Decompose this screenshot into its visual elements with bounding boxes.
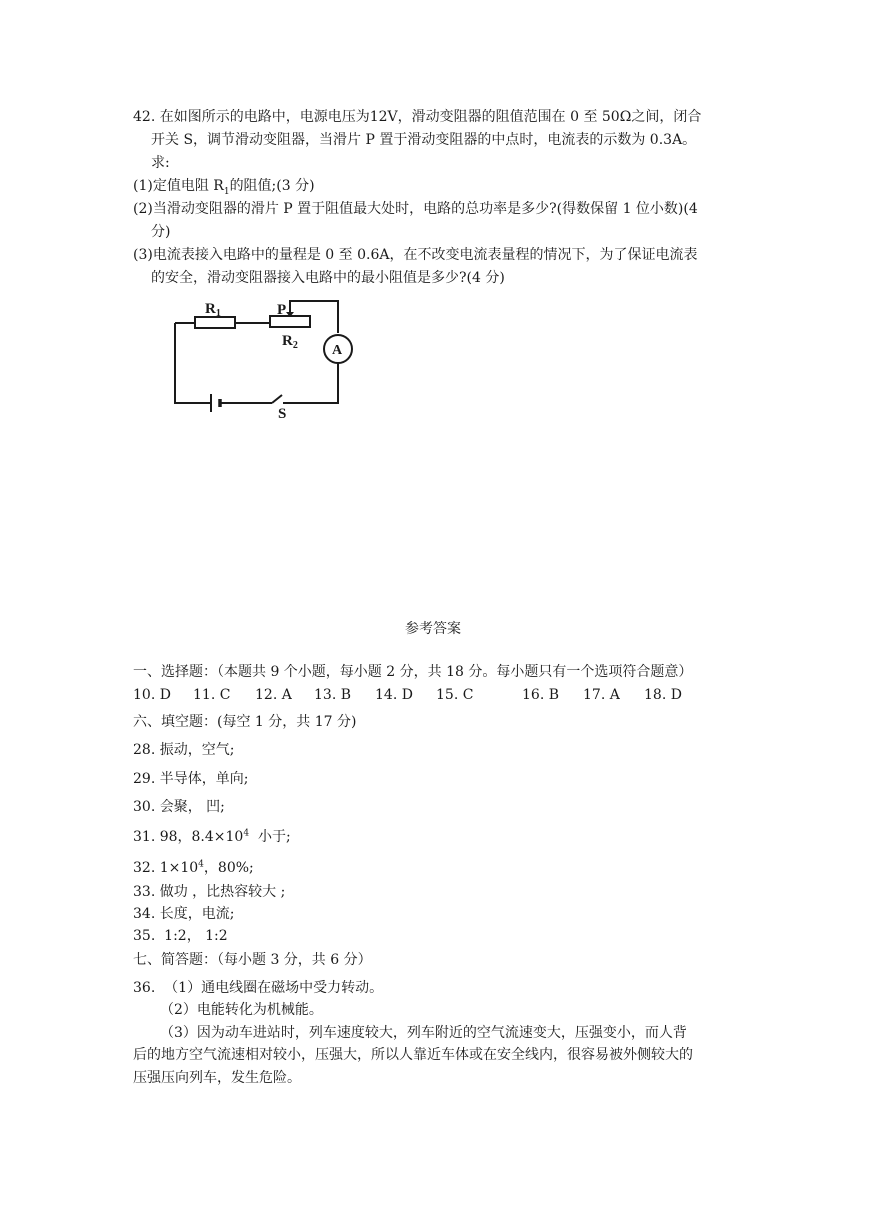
answer-31-exponent: 4 xyxy=(243,828,250,839)
answer-32-tail: ，80%; xyxy=(203,860,254,876)
sub-question-1-text: (1)定值电阻 R xyxy=(133,178,224,194)
answer-36-part-3-line-1: （3）因为动车进站时，列车速度较大，列车附近的空气流速变大，压强变小，而人背 xyxy=(160,1025,687,1041)
section-6-heading: 六、填空题：(每空 1 分，共 17 分) xyxy=(133,714,357,730)
answer-28: 28. 振动，空气; xyxy=(133,742,235,758)
question-line-3: 求: xyxy=(151,155,170,171)
answer-item: 16. B xyxy=(522,687,560,703)
answer-item: 15. C xyxy=(436,687,474,703)
answer-32-exponent: 4 xyxy=(198,859,204,870)
wire-left xyxy=(175,323,211,403)
question-line-2: 开关 S，调节滑动变阻器，当滑片 P 置于滑动变阻器的中点时，电流表的示数为 0.3A。 xyxy=(151,132,697,148)
r1-label: $R_1$ xyxy=(205,301,221,319)
answer-item: 17. A xyxy=(583,687,620,703)
answer-36-part-3-line-2: 后的地方空气流速相对较小，压强大，所以人靠近车体或在安全线内，很容易被外侧较大的 xyxy=(133,1047,693,1063)
rheostat-r2 xyxy=(270,316,310,327)
answer-item: 11. C xyxy=(193,687,231,703)
r2-label: $R_2$ xyxy=(282,333,298,351)
ammeter-label: A xyxy=(332,343,343,358)
answer-36-part-1: 36. （1）通电线圈在磁场中受力转动。 xyxy=(133,980,384,996)
answer-36-part-2: （2）电能转化为机械能。 xyxy=(160,1002,323,1018)
answer-30: 30. 会聚， 凹; xyxy=(133,799,225,815)
sub-question-1-points: 的阻值;(3 分) xyxy=(229,178,315,194)
answer-35: 35. 1:2， 1:2 xyxy=(133,928,228,944)
answer-34: 34. 长度，电流; xyxy=(133,906,235,922)
answer-36-part-3-line-3: 压强压向列车，发生危险。 xyxy=(133,1070,301,1086)
answer-31 xyxy=(133,828,291,846)
answer-32-text: 32. 1×10 xyxy=(133,860,199,876)
answer-33: 33. 做功 ，比热容较大 ; xyxy=(133,884,286,900)
answer-31-tail: 小于; xyxy=(249,829,291,845)
answers-title: 参考答案 xyxy=(405,621,461,637)
answer-item: 12. A xyxy=(255,687,292,703)
sub-question-2-line-1: (2)当滑动变阻器的滑片 P 置于阻值最大处时，电路的总功率是多少?(得数保留 1 位小数)(4 xyxy=(133,201,698,217)
switch-label: S xyxy=(278,406,287,422)
r1-subscript: 1 xyxy=(223,186,230,197)
answer-item: 14. D xyxy=(375,687,413,703)
wire-right xyxy=(283,363,338,403)
answer-32 xyxy=(133,859,254,877)
question-line-1: 42. 在如图所示的电路中，电源电压为12V，滑动变阻器的阻值范围在 0 至 50Ω之间，闭合 xyxy=(133,109,702,125)
answer-item: 13. B xyxy=(314,687,352,703)
sub-question-3-line-1: (3)电流表接入电路中的量程是 0 至 0.6A，在不改变电流表量程的情况下，为了保证电流表 xyxy=(133,247,698,263)
circuit-diagram xyxy=(165,293,355,423)
sub-question-2-line-2: 分) xyxy=(151,224,171,240)
answer-31-text: 31. 98，8.4×10 xyxy=(133,829,244,845)
answer-29: 29. 半导体，单向; xyxy=(133,771,249,787)
slider-label: P xyxy=(277,302,287,318)
sub-question-1 xyxy=(133,177,315,195)
answer-item: 18. D xyxy=(644,687,682,703)
section-7-heading: 七、简答题：（每小题 3 分，共 6 分） xyxy=(133,952,372,968)
section-1-heading: 一、选择题：（本题共 9 个小题，每小题 2 分，共 18 分。每小题只有一个选项符合题意） xyxy=(133,664,693,680)
switch-blade xyxy=(272,395,282,403)
sub-question-3-line-2: 的安全，滑动变阻器接入电路中的最小阻值是多少?(4 分) xyxy=(151,270,505,286)
answer-item: 10. D xyxy=(133,687,171,703)
